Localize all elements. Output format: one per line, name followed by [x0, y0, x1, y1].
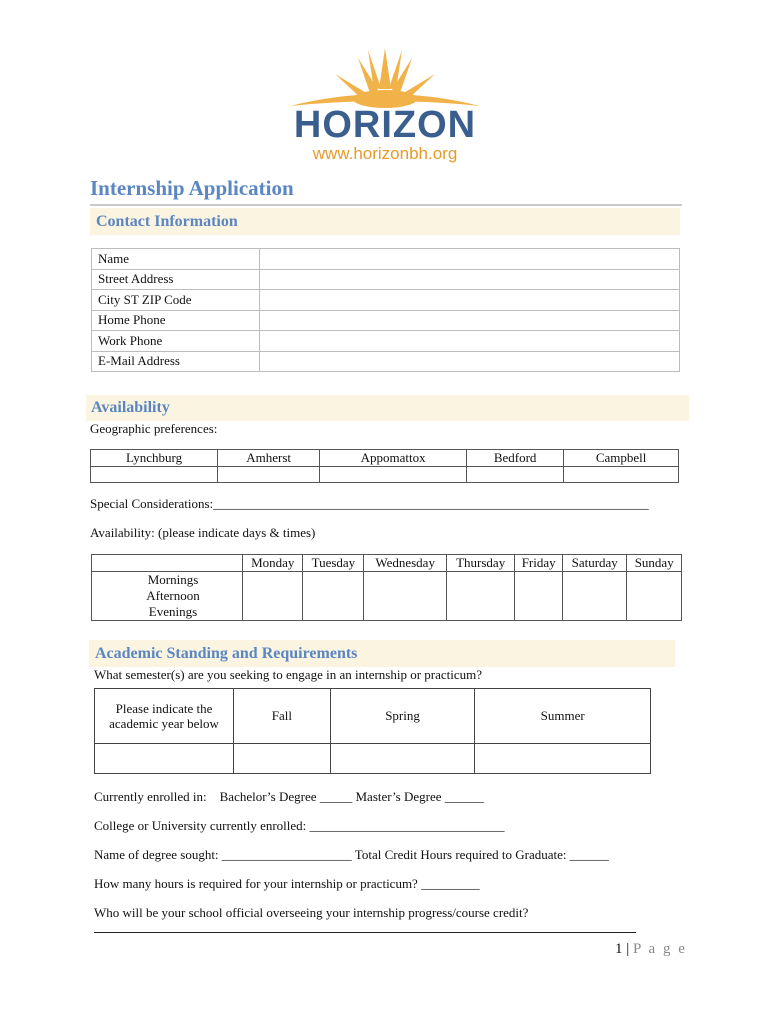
day-cell[interactable] [627, 572, 682, 621]
field-label: E-Mail Address [92, 351, 260, 372]
location-header: Appomattox [320, 450, 467, 467]
geo-table [90, 449, 679, 483]
page-separator: | [626, 941, 630, 957]
horizon-logo [280, 44, 490, 168]
semester-header-label [95, 689, 234, 744]
official-answer-line[interactable] [94, 932, 636, 933]
logo-url: www.horizonbh.org [312, 144, 458, 163]
section-heading-availability: Availability [86, 395, 689, 421]
page-footer [615, 941, 687, 958]
day-cell[interactable] [303, 572, 364, 621]
page-number: 1 [615, 941, 623, 957]
location-header: Bedford [467, 450, 564, 467]
table-row [92, 351, 680, 372]
days-label: Availability: (please indicate days & times) [90, 525, 316, 540]
time-label: Afternoon [146, 588, 200, 603]
semester-cell[interactable] [95, 744, 234, 774]
location-header: Campbell [564, 450, 679, 467]
location-cell[interactable] [564, 467, 679, 483]
table-row [92, 310, 680, 331]
field-label: City ST ZIP Code [92, 290, 260, 311]
time-label: Evenings [148, 604, 198, 619]
college-line[interactable]: College or University currently enrolled: ______________________________ [94, 818, 505, 833]
day-header: Monday [243, 555, 303, 572]
geo-label: Geographic preferences: [90, 421, 218, 436]
day-header: Saturday [563, 555, 627, 572]
semester-table [94, 688, 651, 774]
degree-line[interactable]: Name of degree sought: ____________________ Total Credit Hours required to Graduate: ______ [94, 847, 609, 862]
semester-header: Summer [475, 689, 651, 744]
time-labels [92, 572, 243, 621]
table-row [92, 269, 680, 290]
day-cell[interactable] [243, 572, 303, 621]
table-row [92, 249, 680, 270]
location-cell[interactable] [320, 467, 467, 483]
page-title: Internship Application [90, 176, 294, 200]
section-heading-contact: Contact Information [90, 208, 680, 235]
city-zip-field[interactable] [260, 290, 680, 311]
semester-cell[interactable] [234, 744, 331, 774]
official-question: Who will be your school official overseeing your internship progress/course credit? [94, 905, 529, 920]
semester-cell[interactable] [475, 744, 651, 774]
field-label: Street Address [92, 269, 260, 290]
day-header: Friday [515, 555, 563, 572]
corner-cell [92, 555, 243, 572]
work-phone-field[interactable] [260, 331, 680, 352]
table-row [92, 572, 682, 621]
name-field[interactable] [260, 249, 680, 270]
day-header: Wednesday [364, 555, 447, 572]
day-cell[interactable] [446, 572, 514, 621]
location-cell[interactable] [218, 467, 320, 483]
title-divider [90, 204, 682, 206]
table-row [95, 744, 651, 774]
special-considerations: Special Considerations:___________________________________________________________________ [90, 496, 649, 511]
enrolled-line [94, 789, 484, 805]
field-label: Name [92, 249, 260, 270]
section-heading-academic: Academic Standing and Requirements [89, 640, 675, 667]
home-phone-field[interactable] [260, 310, 680, 331]
day-cell[interactable] [563, 572, 627, 621]
day-header: Tuesday [303, 555, 364, 572]
semester-header-line: academic year below [109, 716, 219, 731]
street-address-field[interactable] [260, 269, 680, 290]
hours-line[interactable]: How many hours is required for your internship or practicum? _________ [94, 876, 480, 891]
semester-header: Spring [330, 689, 475, 744]
location-cell[interactable] [91, 467, 218, 483]
time-label: Mornings [147, 572, 199, 587]
day-header: Sunday [627, 555, 682, 572]
availability-table [91, 554, 682, 621]
location-header: Lynchburg [91, 450, 218, 467]
field-label: Work Phone [92, 331, 260, 352]
day-header: Thursday [446, 555, 514, 572]
day-cell[interactable] [515, 572, 563, 621]
semester-header: Fall [234, 689, 331, 744]
location-cell[interactable] [467, 467, 564, 483]
table-row [95, 689, 651, 744]
table-row [92, 331, 680, 352]
day-cell[interactable] [364, 572, 447, 621]
semester-question: What semester(s) are you seeking to engage in an internship or practicum? [94, 667, 483, 682]
semester-header-line: Please indicate the [115, 701, 213, 716]
page-word: P a g e [633, 941, 687, 957]
table-row [92, 290, 680, 311]
table-row [92, 555, 682, 572]
enrolled-options[interactable]: Bachelor’s Degree _____ Master’s Degree ______ [219, 789, 484, 804]
table-row [91, 450, 679, 467]
table-row [91, 467, 679, 483]
logo-wordmark: HORIZON [293, 104, 477, 146]
enrolled-label: Currently enrolled in: [94, 789, 207, 804]
semester-cell[interactable] [330, 744, 475, 774]
field-label: Home Phone [92, 310, 260, 331]
location-header: Amherst [218, 450, 320, 467]
email-field[interactable] [260, 351, 680, 372]
contact-table [91, 248, 680, 372]
